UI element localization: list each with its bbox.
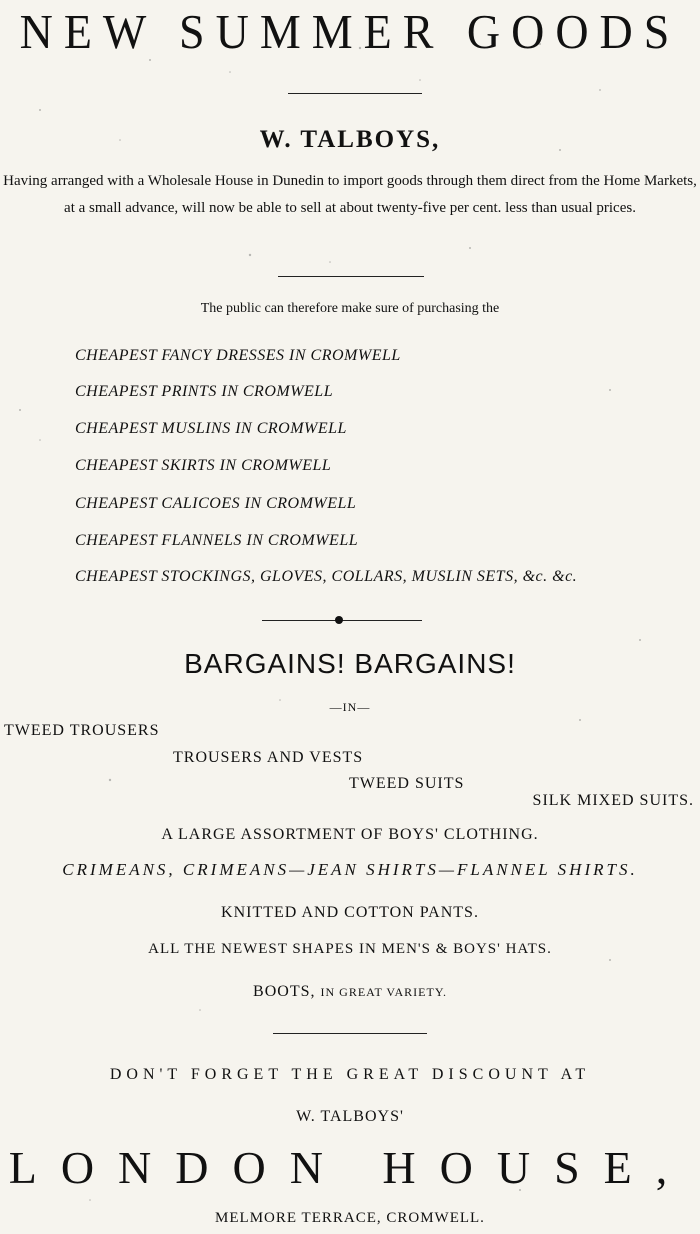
boots-small: IN GREAT VARIETY. <box>320 985 447 999</box>
discount-line: DON'T FORGET THE GREAT DISCOUNT AT <box>109 1066 591 1083</box>
shop-address: MELMORE TERRACE, CROMWELL. <box>215 1210 485 1226</box>
cheapest-item: CHEAPEST FLANNELS IN CROMWELL <box>75 532 359 549</box>
bargain-knitted: KNITTED AND COTTON PANTS. <box>221 904 479 921</box>
bargain-hats: ALL THE NEWEST SHAPES IN MEN'S & BOYS' HATS. <box>148 941 552 957</box>
divider-dot <box>335 616 343 624</box>
bargain-boys-clothing: A LARGE ASSORTMENT OF BOYS' CLOTHING. <box>161 826 539 843</box>
in-label: —IN— <box>329 700 371 714</box>
intro-text: Having arranged with a Wholesale House in Dunedin to import goods through them direct from the Home Markets, at a small advance, will now be able to sell at about twenty-five per cent. less than usual prices. <box>3 173 697 216</box>
headline: NEW SUMMER GOODS <box>19 4 681 59</box>
public-line: The public can therefore make sure of purchasing the <box>200 301 500 316</box>
cheapest-item: CHEAPEST PRINTS IN CROMWELL <box>75 383 334 400</box>
bargain-trousers-vests: TROUSERS AND VESTS <box>173 749 364 766</box>
cheapest-item: CHEAPEST SKIRTS IN CROMWELL <box>75 457 332 474</box>
merchant-name: W. TALBOYS, <box>259 126 441 153</box>
shop-name: LONDON HOUSE, <box>8 1142 692 1193</box>
divider-2 <box>278 276 424 277</box>
bargains-heading: BARGAINS! BARGAINS! <box>184 648 516 679</box>
boots-line <box>0 983 700 1001</box>
boots-main: BOOTS, <box>253 983 316 1000</box>
cheapest-item: CHEAPEST MUSLINS IN CROMWELL <box>75 420 347 437</box>
cheapest-item: CHEAPEST STOCKINGS, GLOVES, COLLARS, MUSLIN SETS, &c. &c. <box>75 568 578 585</box>
bargain-silk-mixed: SILK MIXED SUITS. <box>532 792 694 809</box>
divider-4 <box>273 1033 427 1034</box>
shop-owner: W. TALBOYS' <box>296 1108 404 1125</box>
cheapest-item: CHEAPEST CALICOES IN CROMWELL <box>75 495 357 512</box>
bargain-crimeans: CRIMEANS, CRIMEANS—JEAN SHIRTS—FLANNEL SHIRTS. <box>62 860 638 879</box>
cheapest-item: CHEAPEST FANCY DRESSES IN CROMWELL <box>75 347 401 364</box>
divider-1 <box>288 93 422 94</box>
intro-paragraph <box>0 168 700 222</box>
bargain-tweed-trousers: TWEED TROUSERS <box>4 722 160 739</box>
bargain-tweed-suits: TWEED SUITS <box>349 775 465 792</box>
